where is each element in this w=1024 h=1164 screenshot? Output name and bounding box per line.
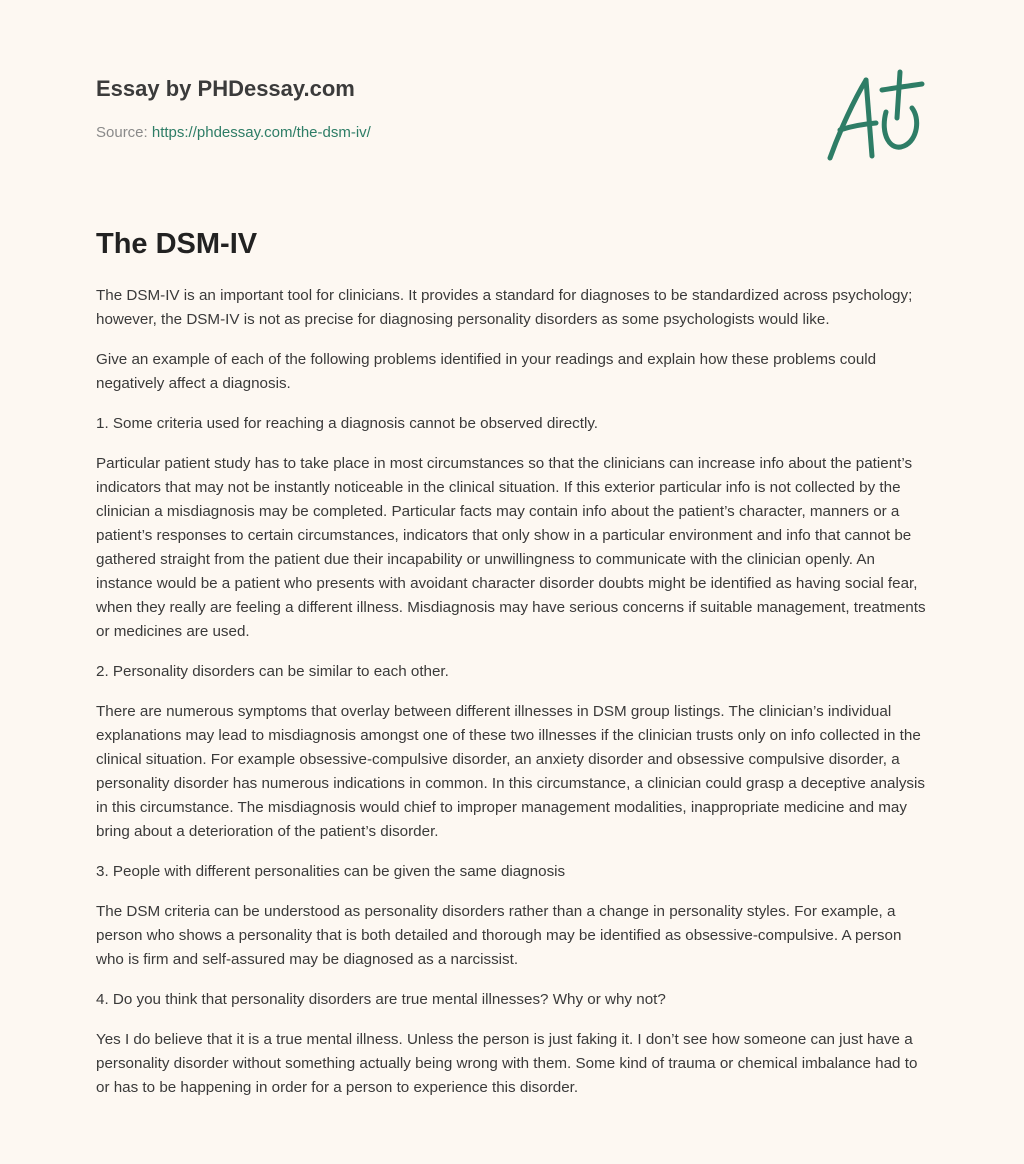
question-4: 4. Do you think that personality disorders are true mental illnesses? Why or why not? — [96, 991, 666, 1008]
source-link[interactable]: https://phdessay.com/the-dsm-iv/ — [151, 124, 371, 141]
question-2: 2. Personality disorders can be similar to each other. — [96, 663, 449, 680]
essay-title: The DSM-IV — [96, 228, 258, 260]
answer-3: The DSM criteria can be understood as personality disorders rather than a change in personality styles. For example, a person who shows a personality that is both detailed and thorough may be identified as obsessive-compulsive. A person who is firm and self-assured may be diagnosed as a narcissist. — [96, 903, 902, 968]
site-title: Essay by PHDessay.com — [96, 76, 355, 101]
essay-body — [96, 284, 928, 1116]
source-line — [96, 124, 371, 141]
source-label: Source: — [96, 124, 148, 141]
a-plus-logo-icon — [826, 68, 926, 164]
answer-4: Yes I do believe that it is a true mental illness. Unless the person is just faking it. I don’t see how someone can just have a personality disorder without something actually being wrong with them. Some kind of trauma or chemical imbalance had to or has to be happening in order for a person to experience this disorder. — [96, 1031, 918, 1096]
question-3: 3. People with different personalities can be given the same diagnosis — [96, 863, 566, 880]
paragraph-instructions: Give an example of each of the following problems identified in your readings and explain how these problems could negatively affect a diagnosis. — [96, 351, 877, 392]
answer-2: There are numerous symptoms that overlay between different illnesses in DSM group listings. The clinician’s individual explanations may lead to misdiagnosis amongst one of these two illnesses if the clinician trusts only on info collected in the clinical situation. For example obsessive-compulsive disorder, an anxiety disorder and obsessive compulsive disorder, a personality disorder has numerous indications in common. In this circumstance, a clinician could grasp a deceptive analysis in this circumstance. The misdiagnosis would chief to improper management modalities, inappropriate medicine and may bring about a deterioration of the patient’s disorder. — [96, 703, 925, 840]
question-1: 1. Some criteria used for reaching a diagnosis cannot be observed directly. — [96, 415, 599, 432]
paragraph-intro: The DSM-IV is an important tool for clinicians. It provides a standard for diagnoses to be standardized across psychology; however, the DSM-IV is not as precise for diagnosing personality disorders as some psychologists would like. — [96, 287, 913, 328]
answer-1: Particular patient study has to take place in most circumstances so that the clinicians can increase info about the patient’s indicators that may not be instantly noticeable in the clinical situation. If this exterior particular info is not collected by the clinician a misdiagnosis may be completed. Particular facts may contain info about the patient’s character, manners or a patient’s responses to certain circumstances, indicators that only show in a particular environment and info that cannot be gathered straight from the patient due their incapability or unwillingness to communicate with the clinician openly. An instance would be a patient who presents with avoidant character disorder doubts might be identified as having social fear, when they really are feeling a different illness. Misdiagnosis may have serious concerns if suitable management, treatments or medicines are used. — [96, 455, 926, 640]
